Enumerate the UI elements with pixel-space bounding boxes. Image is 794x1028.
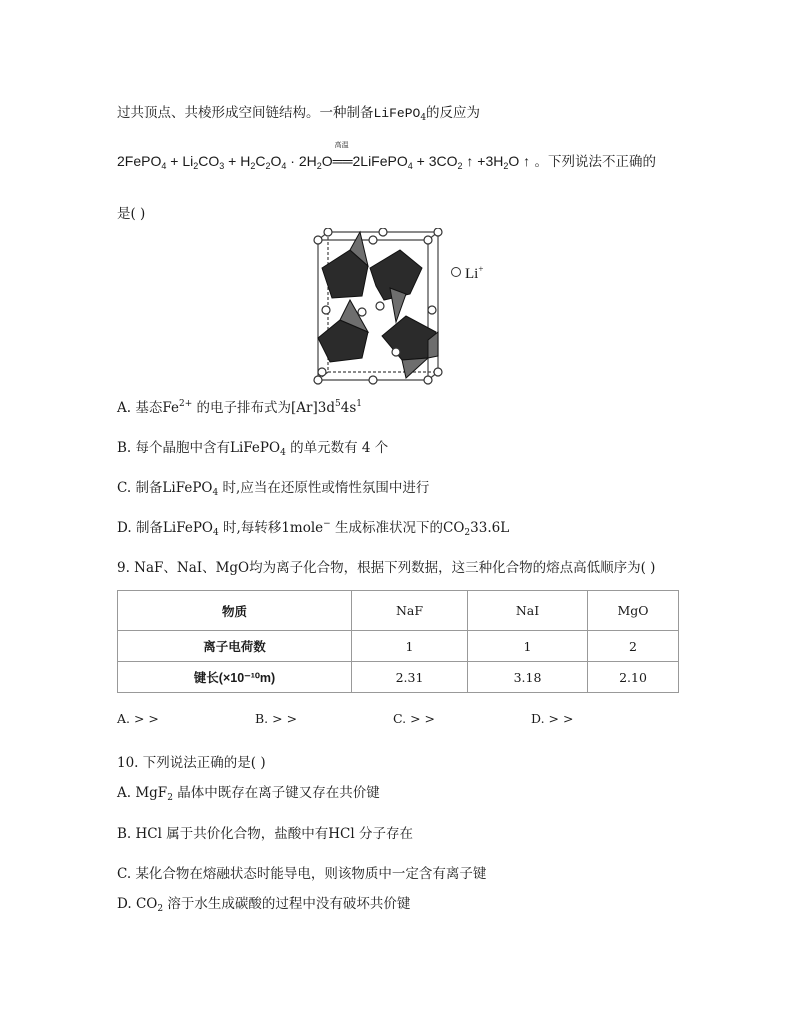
table-row: [118, 631, 679, 662]
reaction-condition: 高温 ══: [332, 142, 353, 169]
option-text: 时,每转移1mole: [218, 520, 324, 536]
option-label: B.: [117, 826, 132, 842]
eq-term: CO: [198, 153, 220, 169]
table-cell: 键长(×10⁻¹⁰m): [118, 662, 352, 693]
q9-data-table: [117, 590, 679, 693]
option-text: MgF: [135, 785, 168, 801]
table-header-cell: MgO: [588, 591, 679, 631]
question-end: 是( ): [117, 206, 146, 222]
table-cell: 1: [352, 631, 468, 662]
eq-sub: 4: [161, 161, 167, 171]
option-text: 基态Fe: [135, 400, 179, 416]
option-sub: 2: [157, 904, 164, 914]
option-sub: 4: [280, 448, 286, 458]
eq-term: + H: [224, 153, 251, 169]
option-label: A.: [117, 785, 132, 801]
option-sub: 2: [464, 528, 471, 538]
option-label: D.: [117, 520, 132, 536]
eq-term: O: [270, 153, 282, 169]
table-header-cell: NaF: [352, 591, 468, 631]
condition-label: 高温: [334, 142, 349, 149]
q10-option-a: [117, 781, 380, 803]
option-label: C.: [117, 480, 132, 496]
q8-option-d: [117, 516, 509, 538]
reaction-equation: [117, 142, 656, 171]
q10-option-d: [117, 892, 410, 914]
q9-option-c: C. > >: [393, 711, 435, 726]
eq-term: O ↑: [508, 153, 531, 169]
table-cell: 离子电荷数: [118, 631, 352, 662]
option-sup: 1: [356, 399, 363, 409]
q9-option-a: A. > >: [117, 711, 159, 726]
option-text: 某化合物在熔融状态时能导电，则该物质中一定含有离子键: [135, 866, 487, 882]
option-text: 4s: [340, 400, 357, 416]
option-sub: 4: [212, 488, 219, 498]
intro-suffix: 的反应为: [426, 105, 481, 121]
li-ion-legend: [451, 264, 483, 283]
option-text: 制备LiFePO: [135, 520, 213, 536]
eq-tail: 。下列说法不正确的: [530, 154, 656, 170]
eq-sub: 2: [316, 161, 322, 171]
intro-compound-sub: 4: [420, 113, 427, 123]
option-sub: 4: [213, 528, 219, 538]
eq-term: + Li: [166, 153, 194, 169]
intro-prefix: 过共顶点、共棱形成空间链结构。一种制备: [117, 105, 374, 121]
eq-term: ↑ +3H: [462, 153, 504, 169]
table-cell: 2: [588, 631, 679, 662]
eq-sub: 2: [457, 161, 463, 171]
intro-line: [117, 101, 480, 123]
option-text: 晶体中既存在离子键又存在共价键: [172, 785, 380, 801]
option-text: 溶于水生成碳酸的过程中没有破坏共价键: [163, 896, 411, 912]
option-text: CO: [135, 896, 158, 912]
table-cell: 2.31: [352, 662, 468, 693]
option-label: C.: [117, 866, 132, 882]
table-cell: 2.10: [588, 662, 679, 693]
option-sup: 2+: [178, 399, 193, 409]
q9-option-d: D. > >: [531, 711, 574, 726]
eq-sub: 2: [193, 161, 199, 171]
q8-option-a: [117, 396, 362, 416]
q8-option-b: [117, 436, 388, 458]
li-ion-legend-marker: [451, 267, 461, 277]
table-cell: 1: [468, 631, 588, 662]
li-ion-label: Li: [465, 266, 479, 282]
eq-term: 2FePO: [117, 153, 162, 169]
option-label: A.: [117, 400, 132, 416]
eq-sub: 2: [503, 161, 509, 171]
eq-term: C: [255, 153, 266, 169]
option-text: 33.6L: [470, 520, 510, 536]
q9-option-b: B. > >: [255, 711, 298, 726]
option-text: 制备LiFePO: [135, 480, 213, 496]
eq-sub: 2: [265, 161, 271, 171]
q10-option-c: [117, 862, 486, 882]
eq-sub: 2: [250, 161, 256, 171]
option-text: 的电子排布式为[Ar]3d: [192, 400, 336, 416]
option-sub: 2: [167, 793, 173, 803]
q10-option-b: [117, 822, 413, 842]
intro-compound: LiFePO: [373, 106, 421, 121]
crystal-structure-figure: [310, 228, 450, 388]
option-text: 时,应当在还原性或惰性氛围中进行: [218, 480, 430, 496]
option-label: D.: [117, 896, 132, 912]
q9-stem: 9. NaF、NaI、MgO均为离子化合物，根据下列数据，这三种化合物的熔点高低顺序为( ): [117, 560, 656, 576]
eq-term: O: [321, 153, 333, 169]
option-sup: −: [323, 519, 331, 529]
eq-sub: 3: [219, 161, 225, 171]
q8-option-c: [117, 476, 429, 498]
eq-term: · 2H: [286, 153, 317, 169]
option-text: 的单元数有 4 个: [285, 440, 389, 456]
option-text: HCl 属于共价化合物，盐酸中有HCl 分子存在: [135, 826, 413, 842]
table-header-row: [118, 591, 679, 631]
option-text: 每个晶胞中含有LiFePO: [135, 440, 281, 456]
table-row: [118, 662, 679, 693]
eq-sub: 4: [281, 161, 287, 171]
option-sup: 5: [335, 399, 341, 409]
eq-sub: 4: [407, 161, 413, 171]
option-label: B.: [117, 440, 132, 456]
option-text: 生成标准状况下的CO: [330, 520, 465, 536]
q10-stem: 10. 下列说法正确的是( ): [117, 755, 266, 771]
eq-term: + 3CO: [412, 153, 458, 169]
table-header-cell: 物质: [118, 591, 352, 631]
table-header-cell: NaI: [468, 591, 588, 631]
table-cell: 3.18: [468, 662, 588, 693]
eq-term: 2LiFePO: [352, 153, 408, 169]
li-ion-charge: +: [478, 264, 484, 274]
